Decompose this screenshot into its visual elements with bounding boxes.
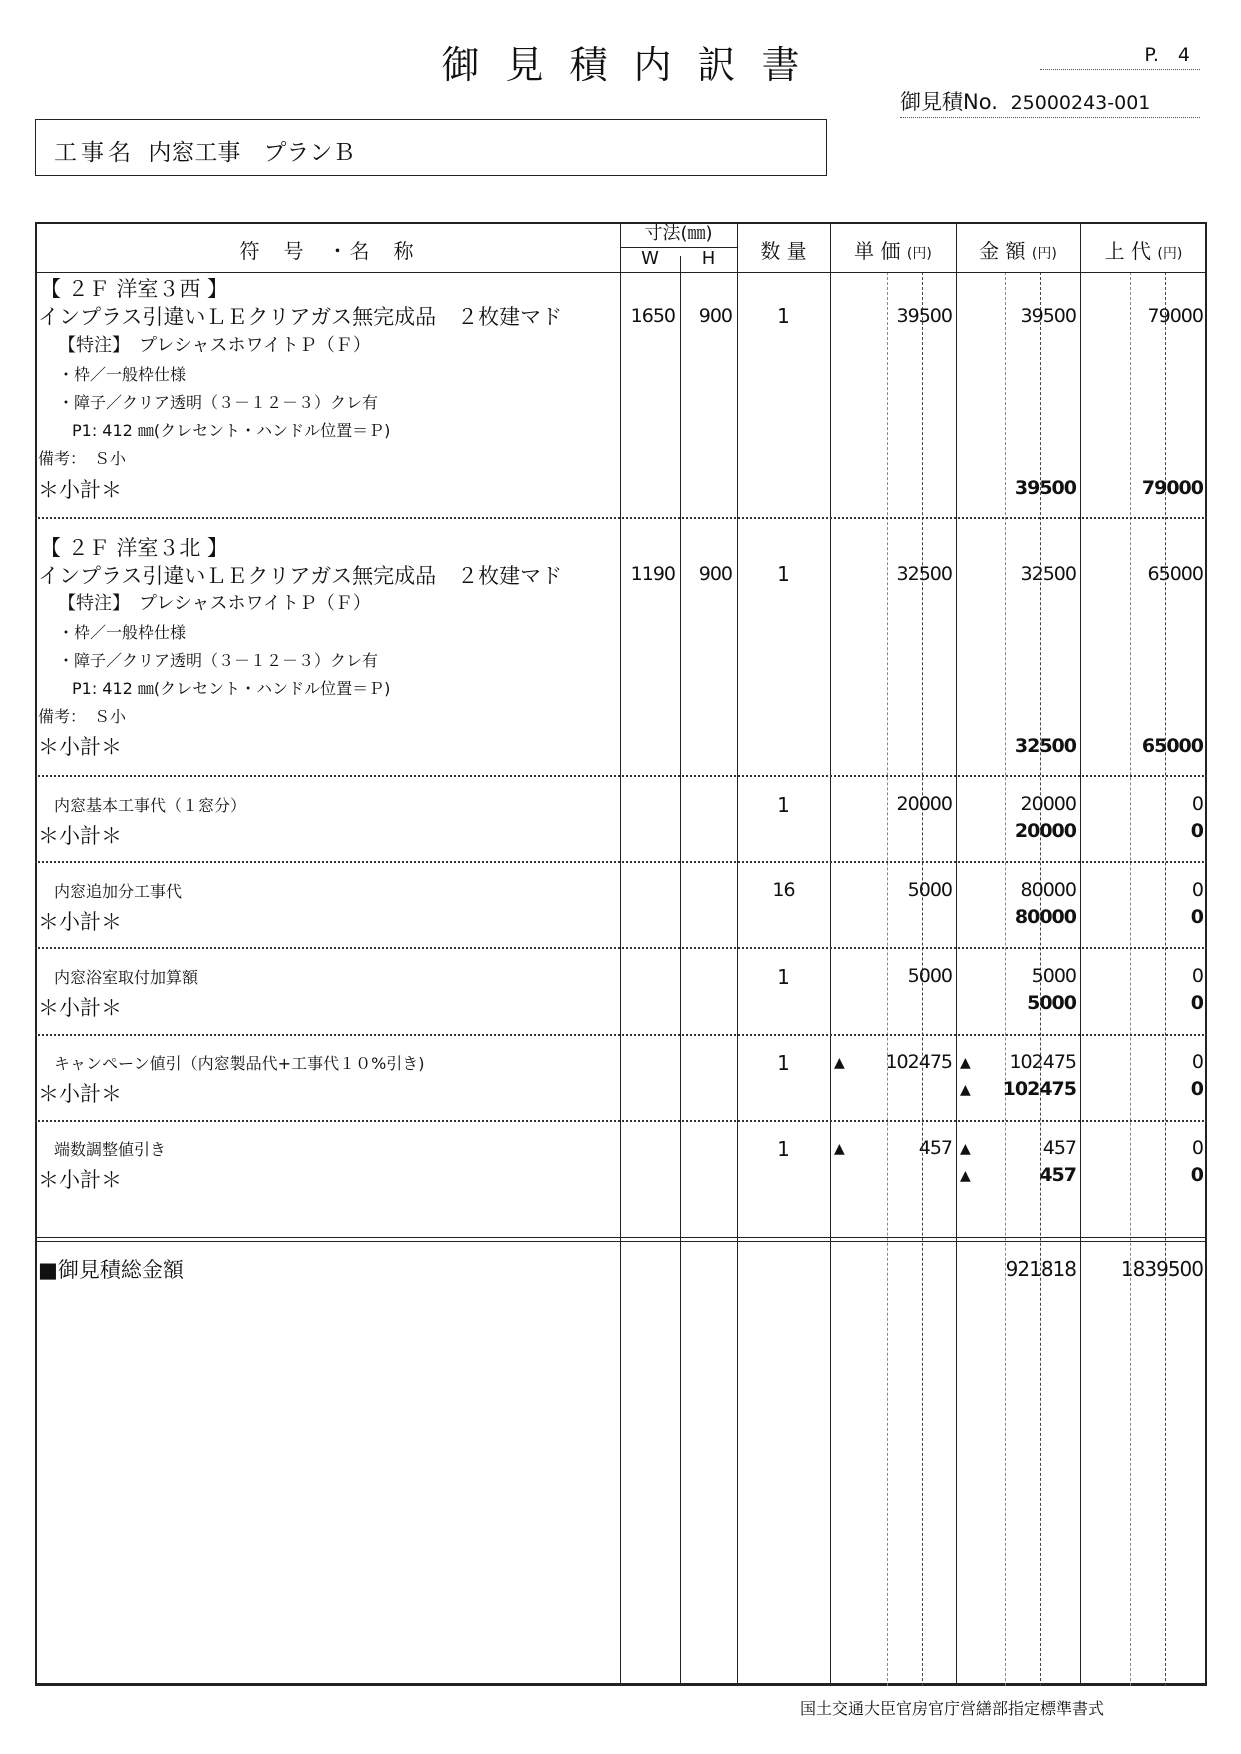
col-header-width: W: [641, 248, 659, 269]
amount-value: 457: [1042, 1137, 1076, 1159]
project-name-box: [35, 119, 827, 176]
height-value: 900: [698, 563, 732, 585]
section-divider: [35, 517, 1207, 519]
width-value: 1650: [630, 305, 675, 327]
line-name: キャンペーン値引（内窓製品代+工事代１０%引き): [54, 1054, 425, 1073]
unit-price-value: 102475: [885, 1051, 952, 1073]
subtotal-amount: 32500: [1014, 735, 1076, 757]
subtotal-label: ＊小計＊: [38, 735, 122, 759]
section-heading: 【 ２Ｆ 洋室３北 】: [40, 536, 229, 560]
list-price-value: 0: [1191, 879, 1203, 901]
line-name: 内窓浴室取付加算額: [54, 968, 199, 987]
section-divider: [35, 775, 1207, 777]
col-divider: [680, 256, 681, 1686]
list-price-value: 79000: [1147, 305, 1203, 327]
subtotal-amount: 457: [1039, 1164, 1076, 1186]
col-header-unit-price: [830, 235, 956, 264]
section-heading: 【 ２Ｆ 洋室３西 】: [40, 277, 229, 301]
footer-standard-format: 国土交通大臣官房官庁営繕部指定標準書式: [800, 1699, 1105, 1718]
breakdown-table: [35, 222, 1207, 1686]
estimate-number-value: 25000243-001: [1010, 92, 1151, 114]
item-spec: ・枠／一般枠仕様: [58, 623, 187, 642]
col-divider: [620, 222, 621, 1686]
negative-triangle-icon: ▲: [960, 1055, 971, 1071]
total-divider: [35, 1237, 1207, 1242]
list-price-value: 0: [1191, 1051, 1203, 1073]
unit-price-value: 39500: [896, 305, 952, 327]
subtotal-amount: 80000: [1014, 906, 1076, 928]
project-label: 工事名: [54, 140, 135, 166]
subtotal-label: ＊小計＊: [38, 1168, 122, 1192]
col-divider: [830, 222, 831, 1686]
col-header-quantity: 数 量: [760, 239, 807, 263]
quantity-value: 1: [777, 965, 790, 989]
subtotal-list-price: 79000: [1141, 477, 1203, 499]
col-header-height: H: [701, 248, 716, 269]
project-name: 内窓工事 プランＢ: [148, 140, 356, 166]
list-price-label: 上 代: [1104, 239, 1152, 263]
item-note: 備考： Ｓ小: [38, 449, 127, 468]
unit-price-value: 5000: [907, 879, 952, 901]
section-divider: [35, 947, 1207, 949]
section-divider: [35, 1120, 1207, 1122]
item-name: インプラス引違いＬＥクリアガス無完成品 ２枚建マド: [38, 564, 563, 588]
subtotal-amount: 5000: [1027, 992, 1076, 1014]
amount-value: 5000: [1031, 965, 1076, 987]
item-spec: P1: 412 ㎜(クレセント・ハンドル位置＝Ｐ): [72, 679, 391, 698]
height-value: 900: [698, 305, 732, 327]
negative-triangle-icon: ▲: [834, 1055, 845, 1071]
grand-total-list-price: 1839500: [1120, 1257, 1203, 1281]
unit-price-label: 単 価: [854, 239, 901, 263]
item-special: 【特注】 プレシャスホワイトＰ（Ｆ）: [58, 593, 371, 614]
subtotal-list-price: 0: [1190, 992, 1203, 1014]
subtotal-label: ＊小計＊: [38, 910, 122, 934]
item-spec: ・障子／クリア透明（３－１２－３）クレ有: [58, 393, 379, 412]
unit-price-value: 457: [918, 1137, 952, 1159]
item-special: 【特注】 プレシャスホワイトＰ（Ｆ）: [58, 335, 371, 356]
amount-value: 102475: [1009, 1051, 1076, 1073]
unit-price-value: 32500: [896, 563, 952, 585]
amount-value: 39500: [1020, 305, 1076, 327]
subtotal-amount: 39500: [1014, 477, 1076, 499]
subtotal-label: ＊小計＊: [38, 1082, 122, 1106]
section-divider: [35, 861, 1207, 863]
estimate-number-label: 御見積No.: [900, 90, 998, 114]
quantity-value: 16: [772, 879, 795, 901]
subtotal-list-price: 0: [1190, 906, 1203, 928]
line-name: 内窓追加分工事代: [54, 882, 183, 901]
yen-unit: (円): [1031, 246, 1057, 262]
amount-value: 32500: [1020, 563, 1076, 585]
unit-price-value: 5000: [907, 965, 952, 987]
negative-triangle-icon: ▲: [960, 1168, 971, 1184]
quantity-value: 1: [777, 1051, 790, 1075]
subtotal-label: ＊小計＊: [38, 824, 122, 848]
negative-triangle-icon: ▲: [960, 1082, 971, 1098]
list-price-value: 0: [1191, 793, 1203, 815]
col-header-dimension: 寸法(㎜): [644, 223, 713, 244]
item-name: インプラス引違いＬＥクリアガス無完成品 ２枚建マド: [38, 305, 563, 329]
col-header-amount: [956, 235, 1080, 264]
item-note: 備考： Ｓ小: [38, 707, 127, 726]
yen-unit: (円): [1157, 246, 1183, 262]
amount-label: 金 額: [979, 239, 1026, 263]
subtotal-amount: 20000: [1014, 820, 1076, 842]
line-name: 内窓基本工事代（１窓分）: [54, 796, 247, 815]
grand-total-label: ■御見積総金額: [38, 1258, 184, 1282]
col-divider: [737, 222, 738, 1686]
list-price-value: 0: [1191, 965, 1203, 987]
subtotal-list-price: 0: [1190, 1164, 1203, 1186]
subtotal-amount: 102475: [1002, 1078, 1076, 1100]
item-spec: ・障子／クリア透明（３－１２－３）クレ有: [58, 651, 379, 670]
list-price-value: 65000: [1147, 563, 1203, 585]
amount-value: 80000: [1020, 879, 1076, 901]
grand-total-amount: 921818: [1005, 1257, 1076, 1281]
item-spec: P1: 412 ㎜(クレセント・ハンドル位置＝Ｐ): [72, 421, 391, 440]
quantity-value: 1: [777, 793, 790, 817]
subtotal-list-price: 0: [1190, 820, 1203, 842]
negative-triangle-icon: ▲: [960, 1141, 971, 1157]
width-value: 1190: [630, 563, 675, 585]
subtotal-list-price: 65000: [1141, 735, 1203, 757]
subtotal-label: ＊小計＊: [38, 478, 122, 502]
line-name: 端数調整値引き: [54, 1140, 167, 1159]
estimate-number: [900, 86, 1200, 118]
list-price-value: 0: [1191, 1137, 1203, 1159]
col-divider: [956, 222, 957, 1686]
amount-value: 20000: [1020, 793, 1076, 815]
item-spec: ・枠／一般枠仕様: [58, 365, 187, 384]
yen-unit: (円): [906, 246, 932, 262]
col-header-list-price: [1080, 235, 1207, 264]
document-title: 御見積内訳書: [441, 43, 826, 87]
col-header-name: 符 号 ・名 称: [239, 239, 416, 263]
unit-price-value: 20000: [896, 793, 952, 815]
negative-triangle-icon: ▲: [834, 1141, 845, 1157]
subtotal-label: ＊小計＊: [38, 996, 122, 1020]
quantity-value: 1: [777, 1137, 790, 1161]
subtotal-list-price: 0: [1190, 1078, 1203, 1100]
section-divider: [35, 1034, 1207, 1036]
col-divider: [1080, 222, 1081, 1686]
quantity-value: 1: [777, 562, 790, 586]
quantity-value: 1: [777, 304, 790, 328]
page-number: P. 4: [1040, 40, 1200, 70]
